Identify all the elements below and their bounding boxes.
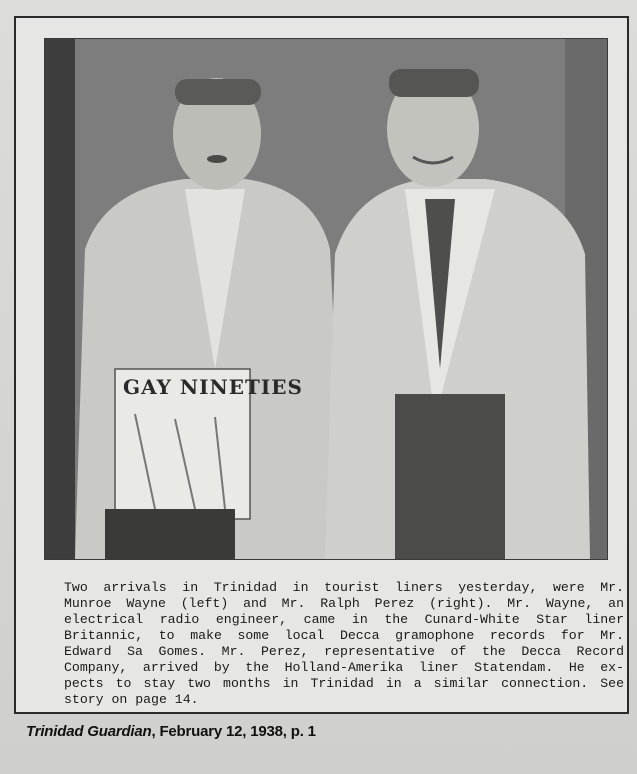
caption-line: Britannic, to make some local Decca gramophone records for Mr. — [64, 628, 624, 643]
publication-name: Trinidad Guardian — [26, 723, 152, 740]
caption-line: electrical radio engineer, came in the Cunard-White Star liner — [64, 612, 624, 627]
news-photo — [44, 38, 608, 560]
source-citation — [26, 723, 316, 740]
caption-line: Edward Sa Gomes. Mr. Perez, representative of the Decca Record — [64, 644, 624, 659]
photo-caption — [64, 580, 624, 708]
caption-line: Company, arrived by the Holland-Amerika liner Statendam. He ex- — [64, 660, 624, 675]
caption-line: Two arrivals in Trinidad in tourist liners yesterday, were Mr. — [64, 580, 624, 595]
record-sleeve-title: GAY NINETIES — [123, 375, 303, 399]
caption-line: pects to stay two months in Trinidad in a similar connection. See — [64, 676, 624, 691]
caption-line: Munroe Wayne (left) and Mr. Ralph Perez (right). Mr. Wayne, an — [64, 596, 624, 611]
publication-details: , February 12, 1938, p. 1 — [151, 723, 316, 740]
caption-line: story on page 14. — [64, 692, 199, 707]
